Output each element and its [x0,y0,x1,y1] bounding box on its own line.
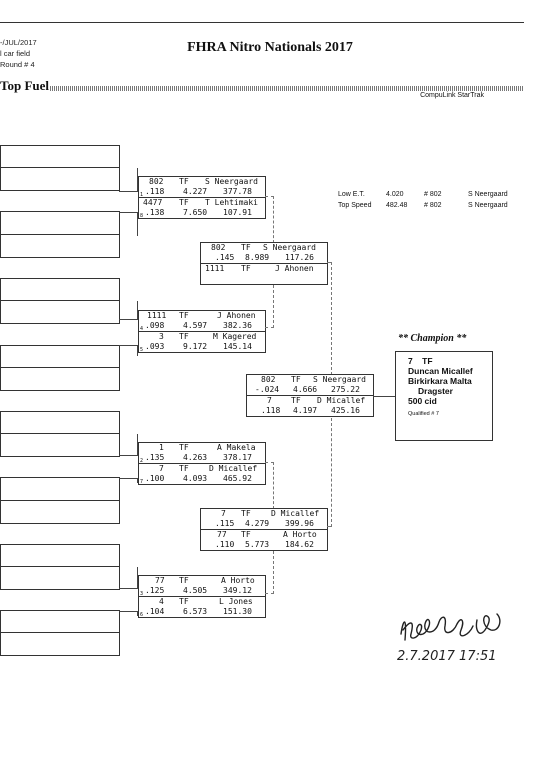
car-class: TF [179,576,189,585]
reaction-time: -.024 [255,385,280,394]
entry-box [0,411,120,435]
speed-mph: 465.92 [223,474,252,483]
low-et-car: # 802 [424,191,442,198]
match-box-semi-1 [200,242,328,285]
car-number: 802 [261,375,276,384]
match-box-r1-1 [138,176,266,219]
champion-title: ** Champion ** [398,333,467,344]
top-speed-value: 482.48 [386,202,408,209]
entry-box [0,500,120,524]
seed-number: 3 [140,591,144,597]
speed-mph: 145.14 [223,342,252,351]
handwritten-signature [395,600,525,670]
field-line: l car field [0,49,31,58]
date-line: -/JUL/2017 [0,38,37,47]
stats-block [338,189,528,211]
bracket-connector [265,196,274,243]
driver-name: D Micallef [209,464,258,473]
low-et-label: Low E.T. [338,191,365,198]
speed-mph: 425.16 [331,406,360,415]
car-number: 4477 [143,198,163,207]
entry-box [0,300,120,324]
entry-box [0,345,120,369]
entry-box [0,145,120,169]
elapsed-time: 9.172 [183,342,208,351]
seed-number: 1 [140,192,144,198]
driver-name: S Neergaard [313,375,366,384]
speed-mph: 349.12 [223,586,252,595]
entry-box [0,167,120,191]
car-class: TF [179,332,189,341]
elapsed-time: 6.573 [183,607,208,616]
bracket-connector [373,396,395,397]
driver-name: S Neergaard [205,177,258,186]
reaction-time: .118 [261,406,281,415]
car-class: TF [179,464,189,473]
low-et-value: 4.020 [386,191,404,198]
driver-name: A Makela [217,443,256,452]
speed-mph: 184.62 [285,540,314,549]
reaction-time: .093 [145,342,165,351]
champion-hometown: Birkirkara Malta [408,376,472,386]
top-speed-label: Top Speed [338,202,372,209]
driver-name: T Lehtimaki [205,198,258,207]
speed-mph: 117.26 [285,253,314,262]
car-class: TF [291,375,301,384]
seed-number: 2 [140,458,144,464]
bracket-connector [119,567,138,589]
driver-name: L Jones [219,597,253,606]
champion-vehicle: Dragster [418,386,453,396]
elapsed-time: 4.227 [183,187,208,196]
elapsed-time: 4.093 [183,474,208,483]
entry-box [0,477,120,501]
seed-number: 4 [140,326,144,332]
speed-mph: 382.36 [223,321,252,330]
car-number: 7 [159,464,164,473]
driver-name: D Micallef [317,396,366,405]
car-number: 1111 [205,264,225,273]
entry-box [0,544,120,568]
reaction-time: .098 [145,321,165,330]
reaction-time: .115 [215,519,235,528]
car-class: TF [291,396,301,405]
entry-box [0,632,120,656]
car-number: 77 [217,530,227,539]
reaction-time: .100 [145,474,165,483]
bracket-connector [119,434,138,456]
top-speed-car: # 802 [424,202,442,209]
entry-box [0,566,120,590]
bracket-connector [119,478,138,483]
seed-number: 8 [140,213,144,219]
seed-number: 5 [140,347,144,353]
bracket-connector [119,611,138,616]
bracket-connector [265,462,274,509]
car-class: TF [179,198,189,207]
car-class: TF [179,443,189,452]
car-number: 7 [267,396,272,405]
champion-name: Duncan Micallef [408,366,473,376]
car-class: TF [241,530,251,539]
driver-name: A Horto [221,576,255,585]
reaction-time: .135 [145,453,165,462]
car-class: TF [241,509,251,518]
speed-mph: 151.30 [223,607,252,616]
entry-box [0,278,120,302]
car-number: 1111 [147,311,167,320]
elapsed-time: 4.505 [183,586,208,595]
elapsed-time: 4.666 [293,385,318,394]
match-box-r1-3 [138,442,266,485]
elapsed-time: 4.263 [183,453,208,462]
champion-engine: 500 cid [408,396,437,406]
title-hatch-bar [50,86,524,91]
bracket-connector [119,212,138,236]
entry-box [0,234,120,258]
top-rule [0,22,524,23]
car-number: 3 [159,332,164,341]
champion-car-class: 7 TF [408,356,433,366]
speed-mph: 377.78 [223,187,252,196]
driver-name: D Micallef [271,509,320,518]
entry-box [0,433,120,457]
match-box-r1-4 [138,575,266,618]
match-box-final [246,374,374,417]
reaction-time: .145 [215,253,235,262]
top-speed-driver: S Neergaard [468,202,508,209]
car-class: TF [241,243,251,252]
speed-mph: 107.91 [223,208,252,217]
car-number: 802 [211,243,226,252]
car-class: TF [241,264,251,273]
match-box-r1-2 [138,310,266,353]
elapsed-time: 7.650 [183,208,208,217]
speed-mph: 378.17 [223,453,252,462]
elapsed-time: 5.773 [245,540,270,549]
reaction-time: .104 [145,607,165,616]
elapsed-time: 8.989 [245,253,270,262]
speed-mph: 275.22 [331,385,360,394]
driver-name: M Kagered [213,332,257,341]
bracket-connector [327,418,332,527]
car-class: TF [179,597,189,606]
driver-name: A Horto [283,530,317,539]
low-et-driver: S Neergaard [468,191,508,198]
car-class: TF [179,177,189,186]
elapsed-time: 4.197 [293,406,318,415]
class-name: Top Fuel [0,78,50,93]
entry-box [0,367,120,391]
bracket-connector [119,168,138,192]
car-number: 1 [159,443,164,452]
car-number: 802 [149,177,164,186]
elapsed-time: 4.279 [245,519,270,528]
signature-datetime: 2.7.2017 17:51 [397,649,497,664]
car-number: 77 [155,576,165,585]
reaction-time: .138 [145,208,165,217]
system-brand: CompuLink StarTrak [420,92,484,99]
champion-box [395,351,493,441]
car-class: TF [179,311,189,320]
page-title: FHRA Nitro Nationals 2017 [187,40,353,55]
champion-qualified: Qualified # 7 [408,411,439,417]
entry-box [0,610,120,634]
driver-name: J Ahonen [275,264,314,273]
bracket-connector [119,345,138,356]
car-number: 7 [221,509,226,518]
entry-box [0,211,120,235]
bracket-connector [119,301,138,320]
reaction-time: .118 [145,187,165,196]
reaction-time: .110 [215,540,235,549]
match-box-semi-2 [200,508,328,551]
speed-mph: 399.96 [285,519,314,528]
round-line: Round # 4 [0,60,35,69]
driver-name: J Ahonen [217,311,256,320]
reaction-time: .125 [145,586,165,595]
seed-number: 6 [140,612,144,618]
car-number: 4 [159,597,164,606]
driver-name: S Neergaard [263,243,316,252]
elapsed-time: 4.597 [183,321,208,330]
seed-number: 7 [140,479,144,485]
bracket-connector [327,262,332,375]
